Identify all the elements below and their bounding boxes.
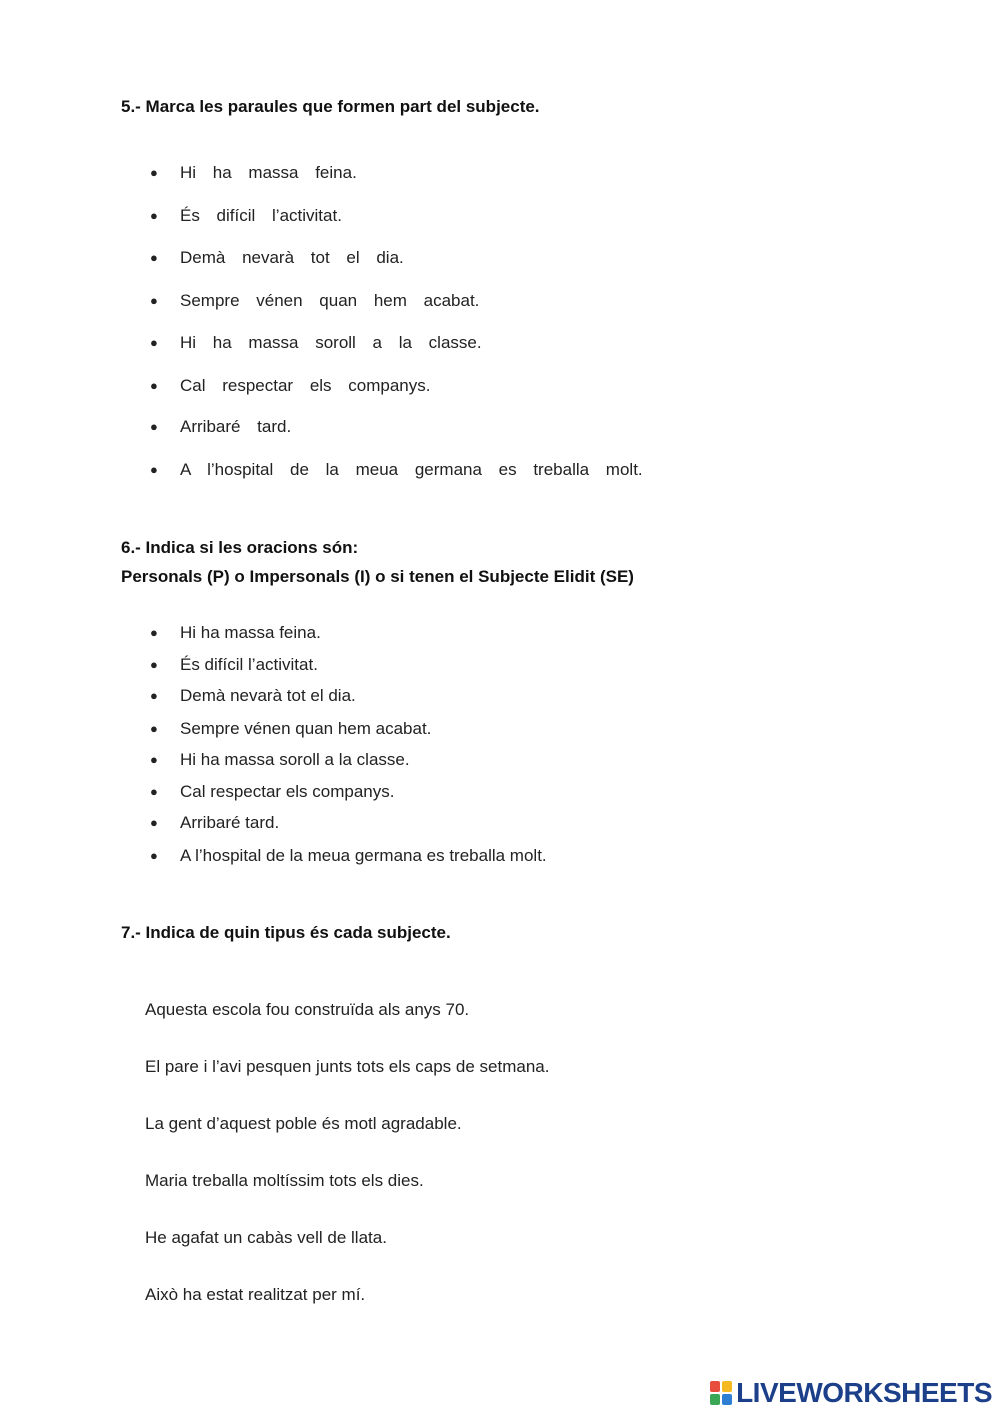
sentence: Aquesta escola fou construïda als anys 70. [145,1000,470,1019]
bullet-icon: ● [150,784,158,799]
section-6-heading: 6.- Indica si les oracions són: [121,538,359,557]
sentence: Maria treballa moltíssim tots els dies. [145,1171,424,1190]
bullet-icon: ● [150,208,158,223]
logo-square [722,1394,732,1405]
section-7-heading: 7.- Indica de quin tipus és cada subjecte. [121,923,451,942]
logo-square [710,1394,720,1405]
liveworksheets-branding [710,1378,992,1408]
section-6-subheading: Personals (P) o Impersonals (I) o si tenen el Subjecte Elidit (SE) [121,567,634,586]
sentence: El pare i l’avi pesquen junts tots els caps de setmana. [145,1057,550,1076]
sentence: He agafat un cabàs vell de llata. [145,1228,387,1247]
bullet-icon: ● [150,335,158,350]
bullet-icon: ● [150,378,158,393]
bullet-icon: ● [150,848,158,863]
bullet-icon: ● [150,625,158,640]
bullet-icon: ● [150,721,158,736]
bullet-icon: ● [150,752,158,767]
brand-name: LIVEWORKSHEETS [736,1377,992,1408]
bullet-icon: ● [150,657,158,672]
bullet-icon: ● [150,165,158,180]
sentence: Això ha estat realitzat per mí. [145,1285,366,1304]
logo-square [722,1381,732,1392]
bullet-icon: ● [150,688,158,703]
bullet-icon: ● [150,250,158,265]
logo-square [710,1381,720,1392]
sentence: La gent d’aquest poble és motl agradable. [145,1114,462,1133]
bullet-icon: ● [150,419,158,434]
bullet-icon: ● [150,815,158,830]
section-5-heading: 5.- Marca les paraules que formen part del subjecte. [121,97,540,116]
bullet-icon: ● [150,293,158,308]
bullet-icon: ● [150,462,158,477]
liveworksheets-logo-icon [710,1381,732,1405]
